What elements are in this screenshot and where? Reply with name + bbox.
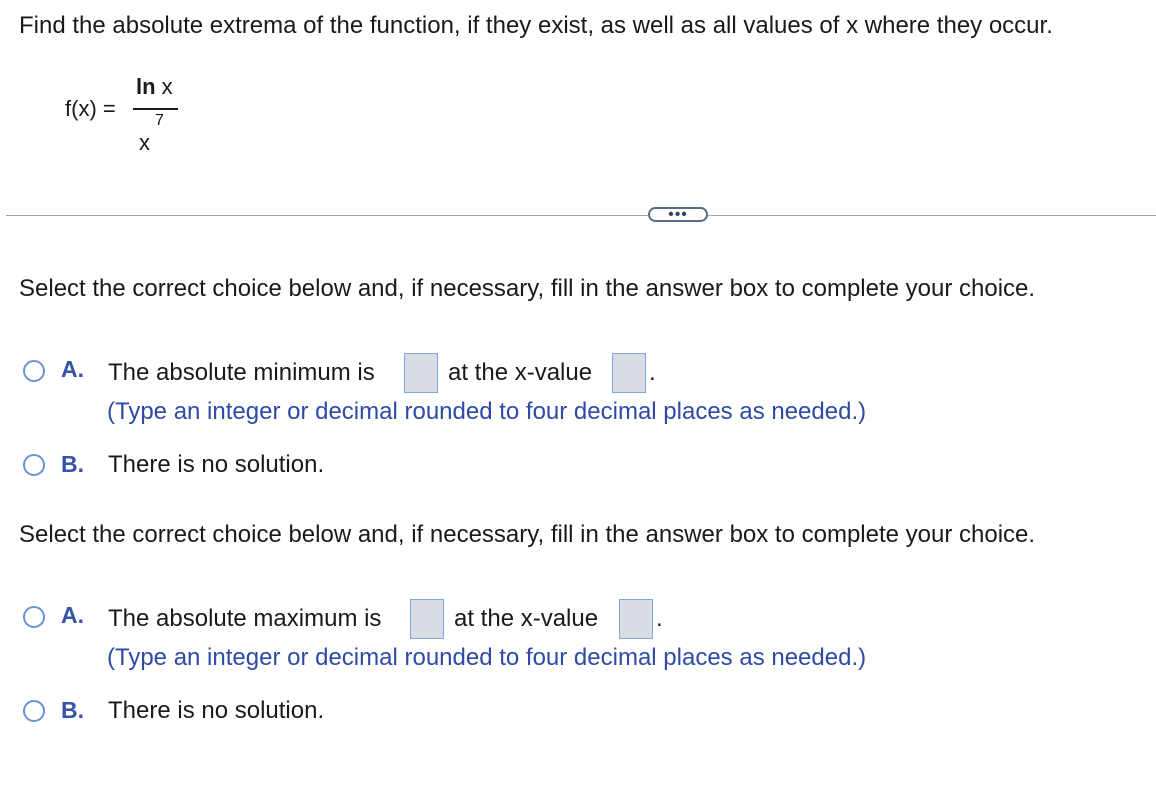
function-numerator bbox=[136, 74, 173, 100]
function-exponent: 7 bbox=[155, 112, 164, 129]
question-prompt: Find the absolute extrema of the function, if they exist, as well as all values of x where they occur. bbox=[19, 12, 1053, 39]
instruction-part-1: Select the correct choice below and, if necessary, fill in the answer box to complete your choice. bbox=[19, 275, 1036, 302]
max-choice-a-xvalue-text: at the x-value bbox=[454, 605, 599, 632]
max-choice-a-period: . bbox=[656, 605, 663, 632]
min-choice-a-text: The absolute minimum is bbox=[108, 359, 375, 386]
function-denominator: x bbox=[139, 130, 150, 155]
min-choice-b-text: There is no solution. bbox=[108, 451, 325, 478]
min-x-input[interactable] bbox=[612, 353, 646, 393]
min-choice-a-xvalue-text: at the x-value bbox=[448, 359, 593, 386]
numerator-variable: x bbox=[155, 74, 173, 99]
max-choice-a-letter: A. bbox=[61, 602, 84, 628]
min-choice-a-hint: (Type an integer or decimal rounded to four decimal places as needed.) bbox=[107, 398, 867, 425]
more-options-button[interactable] bbox=[648, 207, 708, 222]
section-divider bbox=[6, 215, 1156, 216]
min-choice-b-letter: B. bbox=[61, 451, 84, 477]
function-label: f(x) = bbox=[65, 96, 116, 121]
max-value-input[interactable] bbox=[410, 599, 444, 639]
max-choice-b-letter: B. bbox=[61, 697, 84, 723]
radio-min-choice-a[interactable] bbox=[23, 360, 45, 382]
ellipsis-icon: ••• bbox=[668, 205, 688, 223]
max-choice-a-text: The absolute maximum is bbox=[108, 605, 382, 632]
min-value-input[interactable] bbox=[404, 353, 438, 393]
ln-symbol: ln bbox=[136, 74, 156, 99]
max-choice-a-hint: (Type an integer or decimal rounded to four decimal places as needed.) bbox=[107, 644, 867, 671]
min-choice-a-period: . bbox=[649, 359, 656, 386]
fraction-bar bbox=[133, 108, 178, 110]
radio-min-choice-b[interactable] bbox=[23, 454, 45, 476]
radio-max-choice-a[interactable] bbox=[23, 606, 45, 628]
instruction-part-2: Select the correct choice below and, if necessary, fill in the answer box to complete your choice. bbox=[19, 521, 1036, 548]
max-x-input[interactable] bbox=[619, 599, 653, 639]
radio-max-choice-b[interactable] bbox=[23, 700, 45, 722]
min-choice-a-letter: A. bbox=[61, 356, 84, 382]
max-choice-b-text: There is no solution. bbox=[108, 697, 325, 724]
